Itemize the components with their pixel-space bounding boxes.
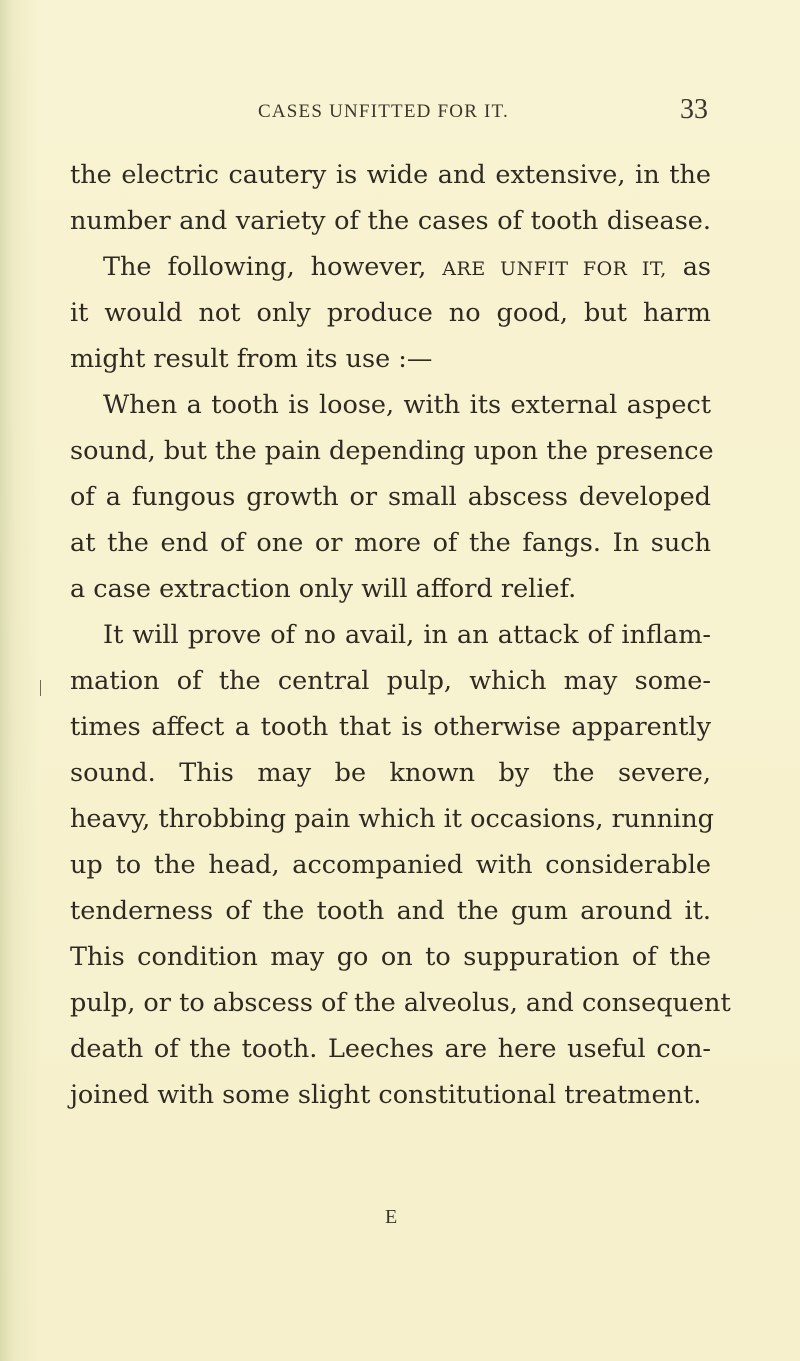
text-line: up to the head, accompanied with considerable: [70, 850, 711, 880]
text-fragment: as: [682, 252, 712, 282]
text-line: at the end of one or more of the fangs. In such: [70, 528, 711, 558]
text-line: of a fungous growth or small abscess developed: [70, 482, 711, 512]
text-line: the electric cautery is wide and extensive, in the: [70, 160, 711, 190]
page-edge-mark: [40, 680, 41, 696]
text-line: it would not only produce no good, but harm: [70, 298, 711, 328]
text-line: a case extraction only will afford relief.: [70, 574, 577, 604]
text-line: tenderness of the tooth and the gum around it.: [70, 896, 711, 926]
text-line: [70, 244, 711, 290]
text-line: When a tooth is loose, with its external aspect: [103, 390, 711, 420]
text-line: might result from its use :—: [70, 344, 433, 374]
body-text: [70, 152, 731, 1118]
text-line: It will prove of no avail, in an attack of inflam-: [103, 620, 711, 650]
small-caps-emphasis: ARE UNFIT FOR IT,: [442, 258, 667, 280]
text-line: pulp, or to abscess of the alveolus, and consequent: [70, 988, 731, 1018]
running-head: [0, 93, 800, 127]
text-line: This condition may go on to suppuration of the: [70, 942, 711, 972]
text-line: sound. This may be known by the severe,: [70, 758, 711, 788]
text-line: mation of the central pulp, which may some-: [70, 666, 711, 696]
text-line: sound, but the pain depending upon the presence: [70, 436, 714, 466]
text-line: joined with some slight constitutional treatment.: [70, 1080, 702, 1110]
text-line: number and variety of the cases of tooth disease.: [70, 206, 711, 236]
text-line: death of the tooth. Leeches are here useful con-: [70, 1034, 711, 1064]
text-line: times affect a tooth that is otherwise apparently: [70, 712, 711, 742]
running-title: CASES UNFITTED FOR IT.: [258, 101, 509, 122]
signature-mark: E: [385, 1206, 398, 1228]
page-number: 33: [680, 94, 708, 125]
text-line: heavy, throbbing pain which it occasions, running: [70, 804, 714, 834]
text-fragment: The following, however,: [103, 252, 427, 282]
